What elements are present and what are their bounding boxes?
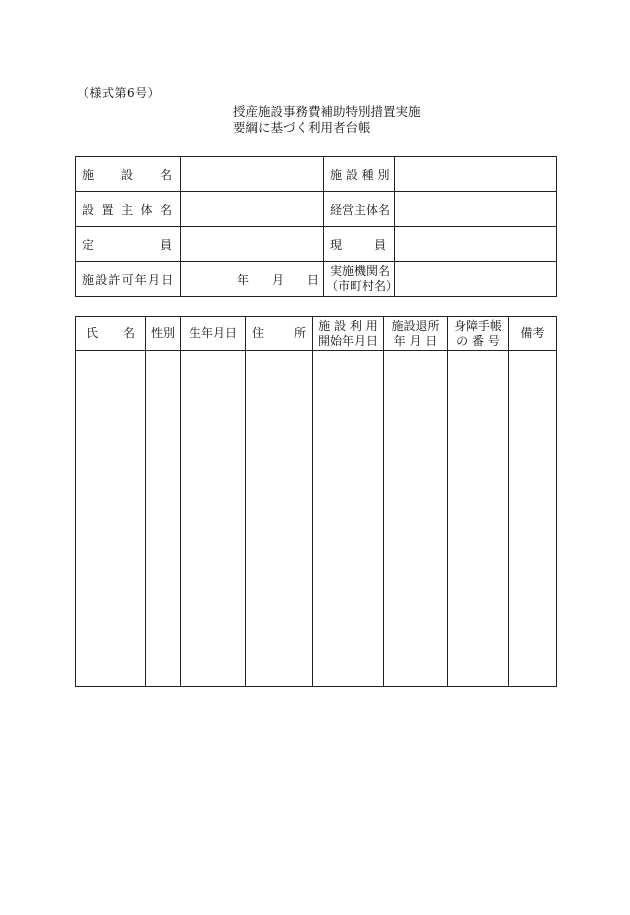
label-char: 定 [82,237,95,252]
label-char: 設 [82,202,95,217]
header-handbook-line1: 身障手帳 [453,318,502,333]
current-label [324,227,395,262]
user-table-header [76,317,557,351]
label-char: 置 [101,202,114,217]
header-char: 住 [252,326,265,340]
header-start-date [313,317,384,351]
facility-type-field[interactable] [395,157,557,192]
document-title-line2: 要綱に基づく利用者台帳 [233,120,371,135]
header-handbook-line2: の 番 号 [456,333,500,348]
label-char: 員 [373,237,386,252]
document-title-line1: 授産施設事務費補助特別措置実施 [233,104,421,119]
cell-birthdate[interactable] [181,351,246,687]
header-leave-line1: 施設退所 [391,318,440,333]
permit-date-label: 施設許可年月日 [76,262,181,297]
label-char: 員 [159,237,172,252]
label-char: 設 [120,167,133,182]
header-char: 所 [293,326,306,340]
cell-name[interactable] [76,351,146,687]
capacity-label [76,227,181,262]
capacity-field[interactable] [181,227,324,262]
operator-field[interactable] [395,192,557,227]
implementer-label-line2: （市町村名） [326,279,399,293]
header-sex: 性別 [146,317,181,351]
cell-handbook-number[interactable] [448,351,509,687]
facility-type-label: 施 設 種 別 [324,157,395,192]
header-start-line2: 開始年月日 [317,333,378,348]
header-char: 名 [122,326,135,340]
user-register-table [75,316,557,687]
header-remarks: 備考 [509,317,557,351]
month-label: 月 [271,272,284,287]
cell-remarks[interactable] [509,351,557,687]
header-char: 氏 [86,326,99,340]
day-label: 日 [306,272,319,287]
cell-address[interactable] [246,351,313,687]
facility-name-label [76,157,181,192]
facility-name-field[interactable] [181,157,324,192]
year-label: 年 [237,272,250,287]
cell-sex[interactable] [146,351,181,687]
label-char: 現 [330,237,343,252]
founder-label [76,192,181,227]
header-birthdate: 生年月日 [181,317,246,351]
implementer-label-line1: 実施機関名 [330,264,391,278]
implementer-field[interactable] [395,262,557,297]
header-address [246,317,313,351]
cell-start-date[interactable] [313,351,384,687]
implementer-label [324,262,399,297]
info-row-facility [76,157,557,192]
header-leave-date [384,317,448,351]
founder-field[interactable] [181,192,324,227]
header-name [76,317,146,351]
label-char: 施 [82,167,95,182]
header-leave-line2: 年 月 日 [393,333,438,348]
form-number: （様式第6号） [77,86,161,100]
info-row-founder [76,192,557,227]
label-char: 主 [120,202,133,217]
info-row-permit [76,262,557,297]
cell-leave-date[interactable] [384,351,448,687]
document-title [233,104,421,136]
operator-label: 経営主体名 [324,192,395,227]
label-char: 名 [159,202,172,217]
label-char: 名 [159,167,172,182]
header-start-line1: 施 設 利 用 [318,318,378,333]
facility-info-table [75,156,557,297]
user-table-body [76,351,557,687]
label-char: 体 [140,202,153,217]
permit-date-field[interactable] [181,262,324,297]
current-field[interactable] [395,227,557,262]
info-row-capacity [76,227,557,262]
header-handbook-number [448,317,509,351]
